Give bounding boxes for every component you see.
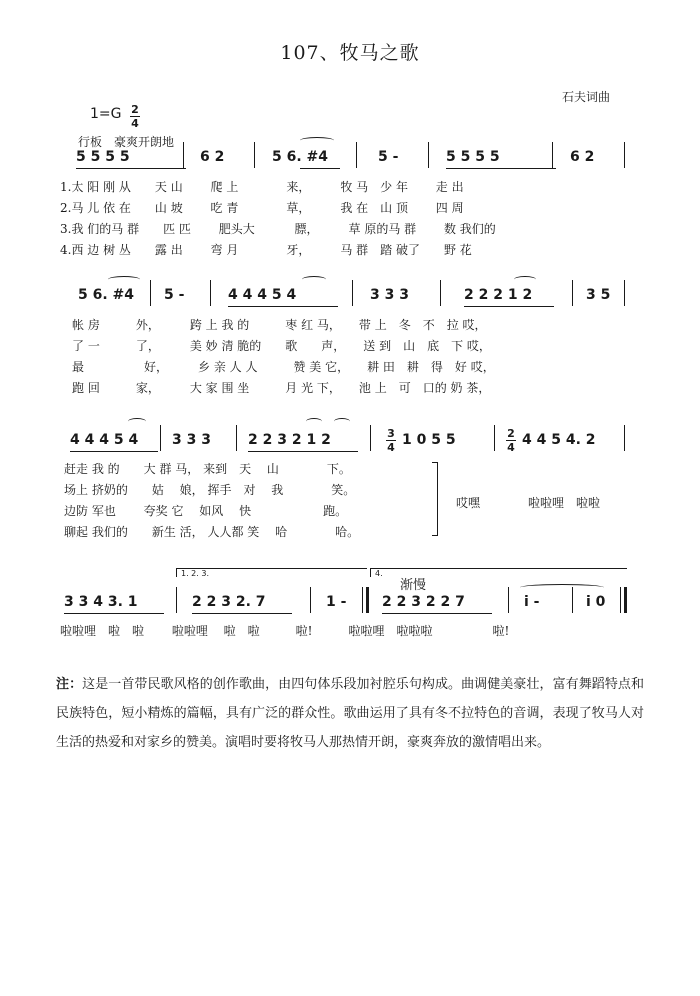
beam <box>382 613 492 614</box>
measure: 3 5 <box>586 287 611 303</box>
barline <box>356 142 357 168</box>
measure: i - <box>524 594 540 610</box>
barline <box>552 142 553 168</box>
beam <box>446 168 556 169</box>
repeat-barline <box>366 587 369 613</box>
measure: 2 2 2 1 2 <box>464 287 533 303</box>
lyric-line-1: 1.太 阳 刚 从 天 山 爬 上 来， 牧 马 少 年 走 出 <box>60 180 464 194</box>
beam <box>70 451 158 452</box>
beam <box>228 306 338 307</box>
lyric-line-4: 4.西 边 树 丛 露 出 弯 月 牙， 马 群 踏 破了 野 花 <box>60 243 472 257</box>
barline <box>572 587 573 613</box>
barline <box>624 425 625 451</box>
slur <box>128 418 146 425</box>
barline <box>150 280 151 306</box>
beam <box>76 168 186 169</box>
barline <box>428 142 429 168</box>
measure: 6 2 <box>200 149 225 165</box>
barline <box>352 280 353 306</box>
barline <box>183 142 184 168</box>
barline <box>572 280 573 306</box>
barline <box>370 425 371 451</box>
barline <box>362 587 363 613</box>
tempo-change: 渐慢 <box>400 578 427 593</box>
note-label: 注： <box>56 677 83 692</box>
measure: 3 3 3 <box>172 432 211 448</box>
slur <box>334 418 350 425</box>
slur <box>108 276 140 283</box>
barline <box>210 280 211 306</box>
lyric-line-1: 帐 房 外， 跨 上 我 的 枣 红 马， 带 上 冬 不 拉 哎， <box>72 318 487 332</box>
beam <box>300 168 340 169</box>
measure: 2 2 3 2. 7 <box>192 594 266 610</box>
note-body: 这是一首带民歌风格的创作歌曲，由四句体乐段加衬腔乐句构成。曲调健美豪壮，富有舞蹈特点和民族特色，短小精炼的篇幅，具有广泛的群众性。歌曲运用了具有冬不拉特色的音调，表现了牧马人对生活的热爱和对家乡的赞美。演唱时要将牧马人那热情开朗，豪爽奔放的激情唱出来。 <box>56 677 644 750</box>
time-change: 2 4 <box>507 427 515 454</box>
lyric-line-4: 聊起 我们的 新生 活， 人人都 笑 哈 哈。 <box>64 525 360 539</box>
lyric-line-2: 2.马 儿 依 在 山 坡 吃 青 草， 我 在 山 顶 四 周 <box>60 201 464 215</box>
barline <box>310 587 311 613</box>
measure: 3 3 4 3. 1 <box>64 594 138 610</box>
lyric-line-4: 跑 回 家， 大 家 围 坐 月 光 下， 池 上 可 口的 奶 茶， <box>72 381 491 395</box>
measure: 5 5 5 5 <box>446 149 500 165</box>
lyric-line-3: 边防 军也 夸奖 它 如风 快 跑。 <box>64 504 348 518</box>
ending-2: 4. <box>370 568 627 577</box>
time-top: 2 <box>131 103 139 116</box>
slur <box>514 276 536 283</box>
beam <box>248 451 358 452</box>
barline <box>236 425 237 451</box>
measure: 3 3 3 <box>370 287 409 303</box>
slur <box>306 418 322 425</box>
measure: 5 - <box>378 149 399 165</box>
measure: 5 - <box>164 287 185 303</box>
barline <box>624 280 625 306</box>
barline <box>508 587 509 613</box>
measure: 5 5 5 5 <box>76 149 130 165</box>
lyric-line: 啦啦哩 啦 啦 啦啦哩 啦 啦 啦! 啦啦哩 啦啦啦 啦! <box>60 624 510 638</box>
ending-1: 1. 2. 3. <box>176 568 367 577</box>
lyric-line-3: 最 好， 乡 亲 人 人 赞 美 它， 耕 田 耕 得 好 哎， <box>72 360 495 374</box>
time-change: 3 4 <box>387 427 395 454</box>
time-signature <box>130 104 140 129</box>
time-bottom: 4 <box>131 117 139 130</box>
measure: 5 6. #4 <box>78 287 135 303</box>
measure: i 0 <box>586 594 606 610</box>
annotation-note <box>56 670 644 757</box>
lyric-line-2: 场上 挤奶的 姑 娘， 挥手 对 我 笑。 <box>64 483 356 497</box>
beam <box>64 613 164 614</box>
barline <box>176 587 177 613</box>
barline <box>254 142 255 168</box>
slur <box>520 584 604 591</box>
refrain-lyric: 哎嘿 啦啦哩 啦啦 <box>456 496 601 510</box>
measure: 2 2 3 2 2 7 <box>382 594 465 610</box>
beam <box>192 613 292 614</box>
measure: 2 2 3 2 1 2 <box>248 432 331 448</box>
song-title: 107、牧马之歌 <box>280 42 420 64</box>
lyric-line-2: 了 一 了， 美 妙 清 脆的 歌 声， 送 到 山 底 下 哎， <box>72 339 491 353</box>
beam <box>464 306 554 307</box>
measure: 5 6. #4 <box>272 149 329 165</box>
final-barline <box>624 587 627 613</box>
measure: 4 4 4 5 4 <box>228 287 297 303</box>
key-signature: 1=G <box>90 106 122 122</box>
measure: 1 0 5 5 <box>402 432 456 448</box>
slur <box>300 137 334 144</box>
barline <box>620 587 621 613</box>
slur <box>302 276 326 283</box>
measure: 4 4 5 4. 2 <box>522 432 596 448</box>
barline <box>494 425 495 451</box>
credit: 石夫词曲 <box>562 90 611 104</box>
measure: 6 2 <box>570 149 595 165</box>
barline <box>624 142 625 168</box>
barline <box>160 425 161 451</box>
barline <box>440 280 441 306</box>
lyric-line-1: 赶走 我 的 大 群 马， 来到 天 山 下。 <box>64 462 351 476</box>
tempo-marking: 行板 豪爽开朗地 <box>78 135 175 149</box>
measure: 1 - <box>326 594 347 610</box>
verse-bracket <box>432 462 438 536</box>
lyric-line-3: 3.我 们的马 群 匹 匹 肥头大 膘， 草 原的马 群 数 我们的 <box>60 222 496 236</box>
measure: 4 4 4 5 4 <box>70 432 139 448</box>
